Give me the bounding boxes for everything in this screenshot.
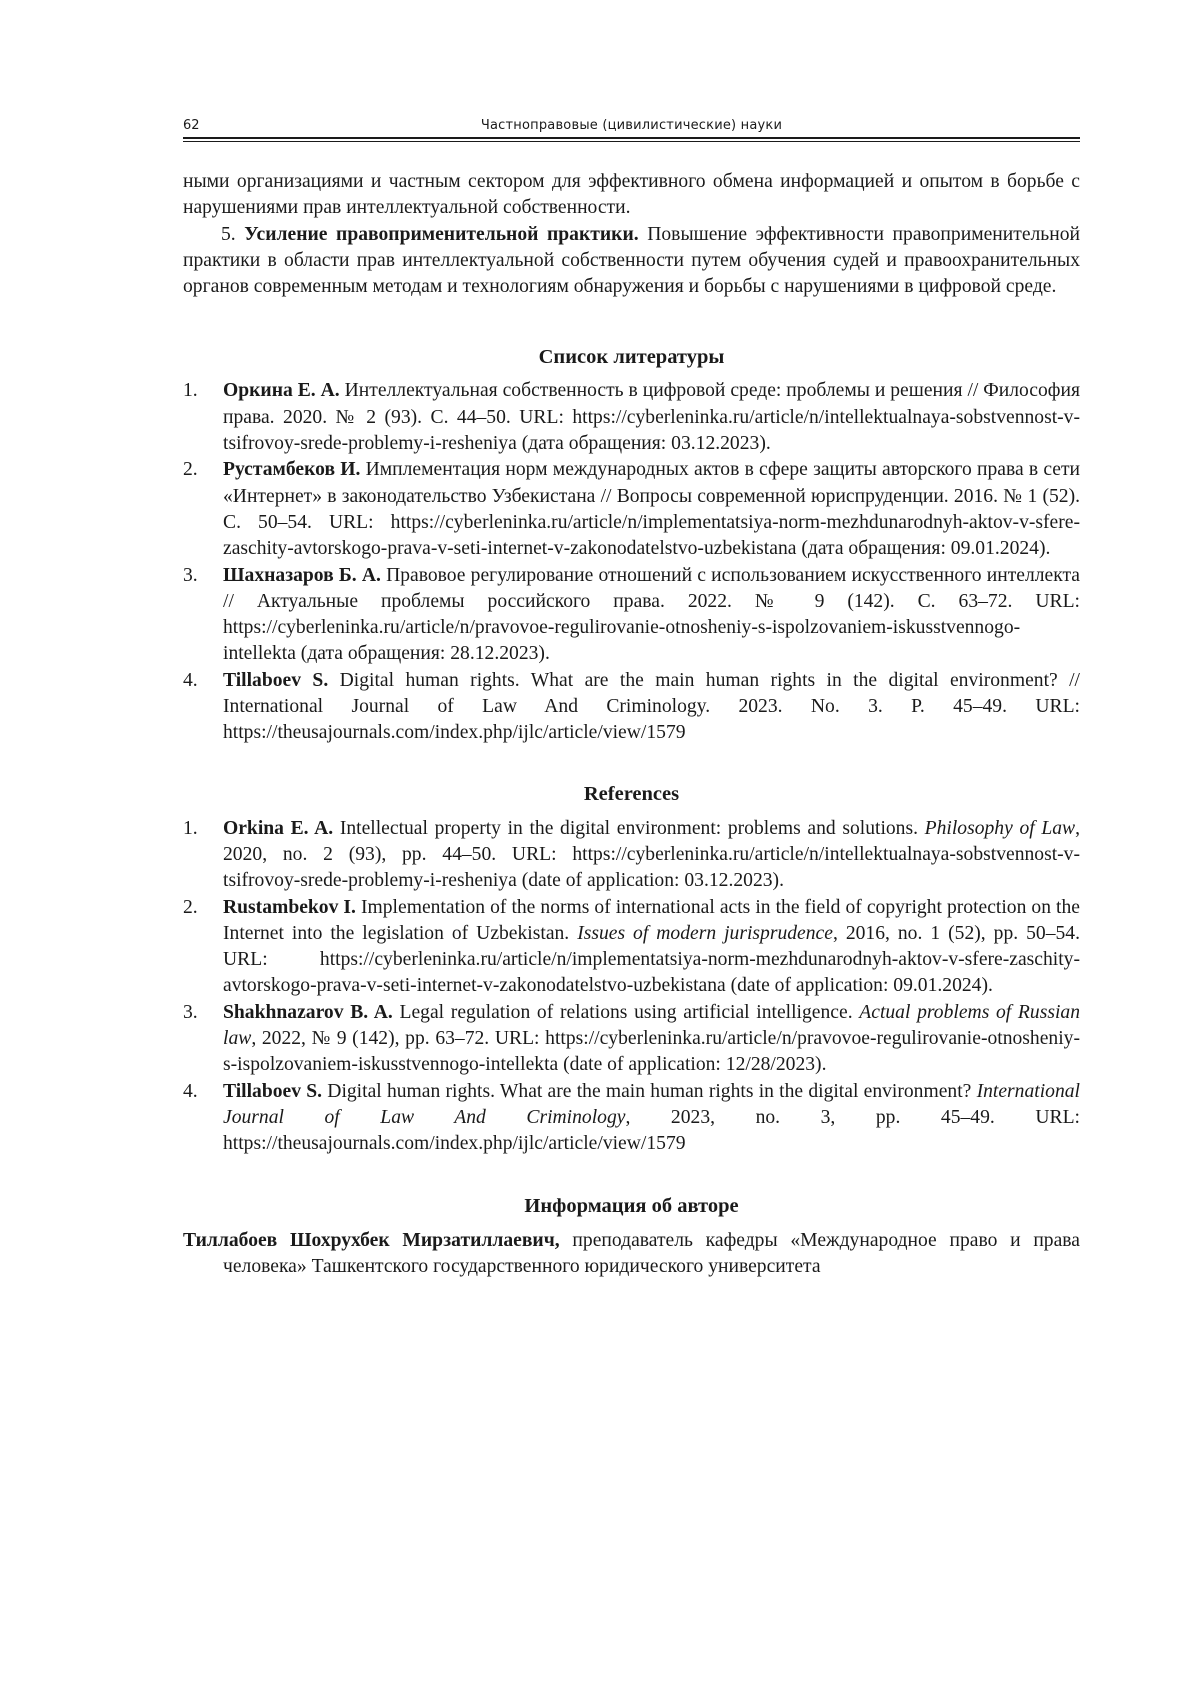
literature-item	[183, 563, 1080, 668]
item-title: Legal regulation of relations using artificial intelligence.	[392, 1001, 860, 1023]
item-number: 3.	[183, 564, 198, 586]
list-number: 5.	[221, 223, 245, 245]
bold-lead: Усиление правоприменительной практики.	[244, 223, 639, 245]
reference-item	[183, 816, 1080, 895]
item-journal: Philosophy of Law	[924, 817, 1076, 839]
literature-heading: Список литературы	[538, 346, 725, 369]
item-author: Рустамбеков И.	[223, 459, 361, 481]
item-journal: Actual problems of Russian law	[223, 1001, 1080, 1050]
literature-item	[183, 378, 1080, 457]
literature-list	[183, 378, 1080, 746]
journal-page	[183, 108, 1080, 1280]
item-details: , 2020, no. 2 (93), pp. 44–50. URL: https://cyberleninka.ru/article/n/intellektualnaya-sobstvennost-v-tsifrovoy-srede-problemy-i-resheniya (date of application: 03.12.2023).	[223, 817, 1080, 892]
item-number: 4.	[183, 669, 198, 691]
item-number: 1.	[183, 380, 198, 402]
item-journal: Issues of modern jurisprudence	[577, 922, 833, 944]
author-info	[183, 1228, 1080, 1281]
header-rule-thin	[183, 141, 1080, 142]
references-list	[183, 816, 1080, 1158]
reference-item	[183, 1079, 1080, 1158]
author-description: преподаватель кафедры «Международное право и права человека» Ташкентского государственного юридического университета	[223, 1229, 1080, 1277]
item-author: Rustambekov I.	[223, 896, 356, 918]
item-text: Правовое регулирование отношений с использованием искусственного интеллекта // Актуальные проблемы российского права. 2022. № 9 (142). С. 63–72. URL: https://cyberleninka.ru/article/n/pravovoe-regulirovanie-otnosheniy-s-ispolzovaniem-iskusstvennogo-intellekta (дата обращения: 28.12.2023).	[223, 564, 1080, 665]
item-number: 3.	[183, 1001, 198, 1023]
running-title: Частноправовые (цивилистические) науки	[480, 118, 783, 133]
reference-item	[183, 1000, 1080, 1079]
author-name: Тиллабоев Шохрухбек Мирзатиллаевич,	[183, 1229, 560, 1251]
running-header	[183, 108, 1080, 136]
item-details: , 2016, no. 1 (52), pp. 50–54. URL: https://cyberleninka.ru/article/n/implementatsiya-norm-mezhdunarodnyh-aktov-v-sfere-zaschity-avtorskogo-prava-v-seti-internet-v-zakonodatelstvo-uzbekistana (date of application: 09.01.2024).	[223, 922, 1080, 997]
item-text: Имплементация норм международных актов в сфере защиты авторского права в сети «Интернет» в законодательство Узбекистана // Вопросы современной юриспруденции. 2016. № 1 (52). С. 50–54. URL: https://cyberleninka.ru/article/n/implementatsiya-norm-mezhdunarodnyh-aktov-v-sfere-zaschity-avtorskogo-prava-v-seti-internet-v-zakonodatelstvo-uzbekistana (дата обращения: 09.01.2024).	[223, 459, 1081, 560]
item-details: , 2022, № 9 (142), pp. 63–72. URL: https://cyberleninka.ru/article/n/pravovoe-regulirovanie-otnosheniy-s-ispolzovaniem-iskusstvennogo-intellekta (date of application: 12/28/2023).	[223, 1028, 1080, 1076]
author-info-heading: Информация об авторе	[524, 1194, 739, 1217]
item-details: , 2023, no. 3, pp. 45–49. URL: https://theusajournals.com/index.php/ijlc/article/view/1579	[223, 1106, 1080, 1155]
item-author: Tillaboev S.	[223, 669, 329, 691]
item-author: Shakhnazarov B. A.	[223, 1001, 393, 1023]
item-author: Orkina E. A.	[223, 817, 334, 839]
literature-item	[183, 457, 1080, 562]
paragraph-text: Повышение эффективности правоприменительной практики в области прав интеллектуальной собственности путем обучения судей и правоохранительных органов современным методам и технологиям обнаружения и борьбы с нарушениями в цифровой среде.	[183, 223, 1081, 298]
item-title: Implementation of the norms of international acts in the field of copyright protection on the Internet into the legislation of Uzbekistan.	[223, 896, 1080, 944]
intro-paragraph-2	[183, 222, 1080, 301]
item-text: Интеллектуальная собственность в цифровой среде: проблемы и решения // Философия права. 2020. № 2 (93). С. 44–50. URL: https://cyberleninka.ru/article/n/intellektualnaya-sobstvennost-v-tsifrovoy-srede-problemy-i-resheniya (дата обращения: 03.12.2023).	[223, 380, 1080, 455]
article-body	[183, 169, 1080, 1280]
item-author: Оркина Е. А.	[223, 380, 340, 402]
item-journal: International Journal of Law And Criminology	[223, 1080, 1080, 1128]
page-number: 62	[183, 118, 200, 133]
item-title: Digital human rights. What are the main human rights in the digital environment?	[322, 1080, 977, 1102]
item-number: 2.	[183, 896, 198, 918]
item-number: 1.	[183, 817, 198, 839]
intro-paragraph-1: ными организациями и частным сектором для эффективного обмена информацией и опытом в борьбе с нарушениями прав интеллектуальной собственности.	[183, 171, 1080, 219]
literature-item	[183, 668, 1080, 747]
item-author: Tillaboev S.	[223, 1080, 323, 1102]
item-text: Digital human rights. What are the main human rights in the digital environment? // International Journal of Law And Criminology. 2023. No. 3. P. 45–49. URL: https://theusajournals.com/index.php/ijlc/article/view/1579	[223, 669, 1080, 744]
item-author: Шахназаров Б. А.	[223, 564, 381, 586]
item-title: Intellectual property in the digital environment: problems and solutions.	[333, 817, 925, 839]
item-number: 2.	[183, 459, 198, 481]
header-rule-thick	[183, 137, 1080, 139]
references-heading: References	[583, 782, 680, 805]
item-number: 4.	[183, 1080, 198, 1102]
reference-item	[183, 895, 1080, 1000]
